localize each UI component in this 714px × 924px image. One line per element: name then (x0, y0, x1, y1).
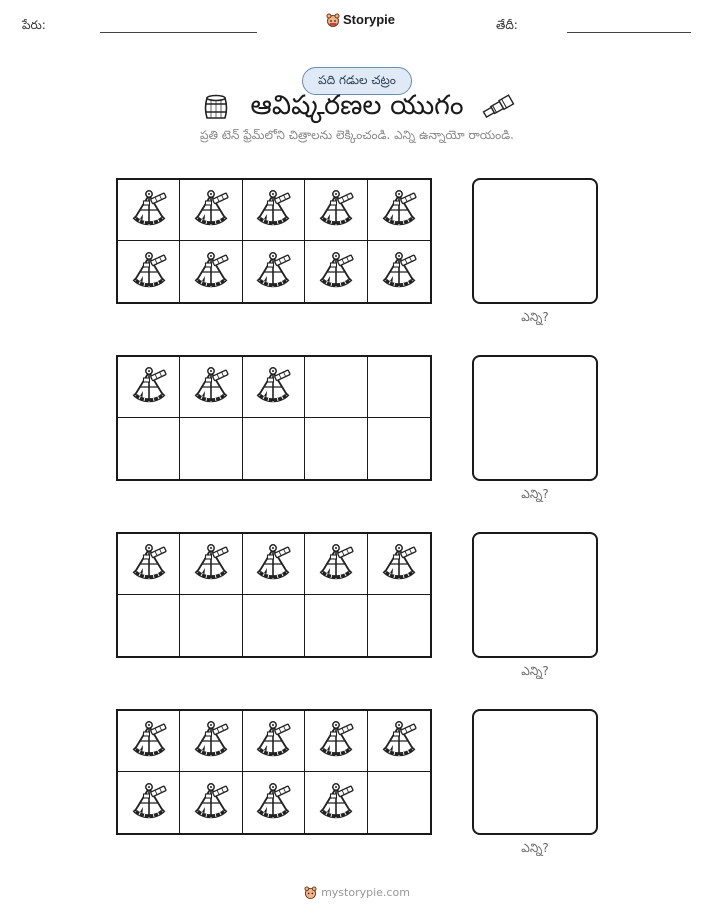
ten-frame-cell (118, 595, 180, 656)
ten-frame-cell (368, 180, 430, 241)
sextant-icon (379, 541, 419, 587)
ten-frame-cell (118, 534, 180, 595)
sextant-icon (129, 541, 169, 587)
ten-frame-cell (118, 772, 180, 833)
answer-box-4[interactable] (472, 709, 598, 835)
sextant-icon (316, 718, 356, 764)
ten-frame-cell (118, 180, 180, 241)
ten-frame-cell (305, 241, 367, 302)
ten-frame-cell (305, 534, 367, 595)
ten-frame-2 (116, 355, 432, 481)
sextant-icon (379, 718, 419, 764)
ten-frame-cell (243, 180, 305, 241)
sextant-icon (379, 249, 419, 295)
sextant-icon (191, 780, 231, 826)
ten-frame-4 (116, 709, 432, 835)
sextant-icon (316, 780, 356, 826)
sextant-icon (191, 187, 231, 233)
ten-frame-3 (116, 532, 432, 658)
ten-frame-cell (243, 357, 305, 418)
ten-frame-cell (180, 772, 242, 833)
sextant-icon (253, 364, 293, 410)
sextant-icon (316, 541, 356, 587)
ten-frame-cell (180, 595, 242, 656)
ten-frame-cell (368, 711, 430, 772)
ten-frame-cell (368, 418, 430, 479)
telescope-icon (481, 93, 515, 121)
sextant-icon (253, 718, 293, 764)
ten-frame-cell (118, 357, 180, 418)
ten-frame-cell (180, 711, 242, 772)
name-label: పేరు: (22, 18, 46, 32)
ten-frame-cell (243, 711, 305, 772)
name-field[interactable] (100, 32, 257, 33)
ten-frame-cell (118, 241, 180, 302)
worksheet-title: ఆవిష్కరణల యుగం (250, 90, 464, 121)
sextant-icon (129, 249, 169, 295)
ten-frame-cell (368, 595, 430, 656)
answer-box-2[interactable] (472, 355, 598, 481)
ten-frame-cell (180, 180, 242, 241)
ten-frame-cell (368, 357, 430, 418)
date-label: తేదీ: (496, 18, 518, 32)
ten-frame-cell (243, 241, 305, 302)
ten-frame-cell (305, 772, 367, 833)
ten-frame-1 (116, 178, 432, 304)
footer-url[interactable]: mystorypie.com (321, 886, 410, 899)
sextant-icon (379, 187, 419, 233)
brand-logo (326, 12, 395, 27)
sextant-icon (253, 249, 293, 295)
ten-frame-cell (368, 241, 430, 302)
ten-frame-cell (180, 418, 242, 479)
answer-box-3[interactable] (472, 532, 598, 658)
sextant-icon (191, 718, 231, 764)
sextant-icon (129, 718, 169, 764)
ten-frame-cell (180, 534, 242, 595)
sextant-icon (129, 364, 169, 410)
ten-frame-cell (118, 711, 180, 772)
brand-name: Storypie (343, 12, 396, 27)
worksheet-type-badge: పది గడుల చట్రం (302, 67, 412, 95)
ten-frame-cell (243, 595, 305, 656)
ten-frame-cell (243, 418, 305, 479)
sextant-icon (191, 249, 231, 295)
ten-frame-cell (243, 534, 305, 595)
sextant-icon (191, 364, 231, 410)
ten-frame-cell (305, 418, 367, 479)
date-field[interactable] (567, 32, 691, 33)
ten-frame-cell (305, 180, 367, 241)
sextant-icon (191, 541, 231, 587)
how-many-label-1: ఎన్ని? (521, 310, 549, 324)
sextant-icon (129, 780, 169, 826)
ten-frame-cell (305, 357, 367, 418)
sextant-icon (316, 187, 356, 233)
ten-frame-cell (180, 241, 242, 302)
how-many-label-4: ఎన్ని? (521, 841, 549, 855)
ten-frame-cell (368, 772, 430, 833)
ten-frame-cell (118, 418, 180, 479)
mascot-icon (326, 13, 340, 27)
mascot-icon (304, 886, 317, 899)
sextant-icon (129, 187, 169, 233)
instructions: ప్రతి టెన్ ఫ్రేమ్‌లోని చిత్రాలను లెక్కించండి. ఎన్ని ఉన్నాయో రాయండి. (200, 128, 514, 142)
sextant-icon (253, 541, 293, 587)
ten-frame-cell (368, 534, 430, 595)
how-many-label-3: ఎన్ని? (521, 664, 549, 678)
ten-frame-cell (243, 772, 305, 833)
footer (0, 886, 714, 899)
sextant-icon (253, 187, 293, 233)
sextant-icon (316, 249, 356, 295)
how-many-label-2: ఎన్ని? (521, 487, 549, 501)
ten-frame-cell (305, 711, 367, 772)
sextant-icon (253, 780, 293, 826)
ten-frame-cell (180, 357, 242, 418)
answer-box-1[interactable] (472, 178, 598, 304)
ten-frame-cell (305, 595, 367, 656)
